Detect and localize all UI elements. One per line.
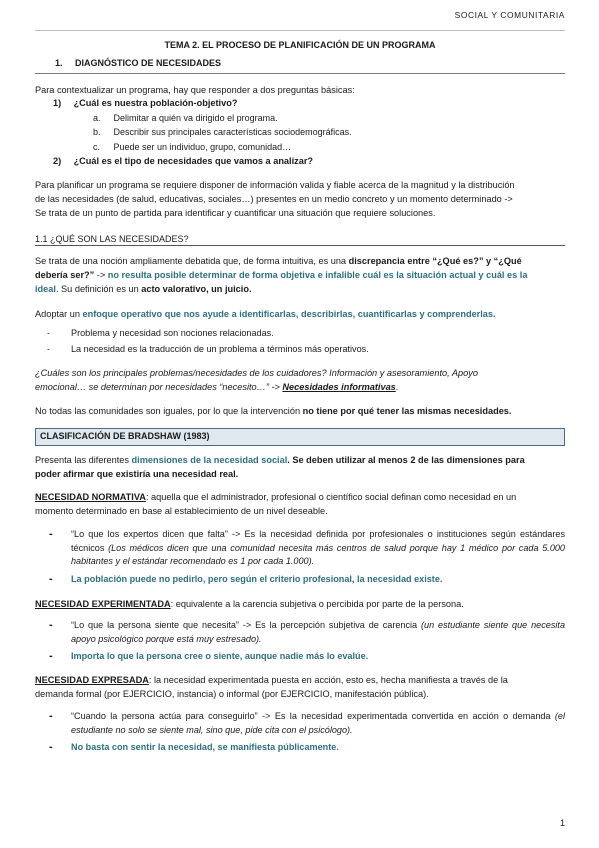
dimensions-line: poder afirmar que existiría una necesidad real.	[35, 469, 239, 479]
subitem-text: Delimitar a quién va dirigido el programa.	[113, 113, 278, 123]
highlight-text: no resulta posible determinar de forma objetiva e infalible cuál es la situación actual y cuál es la	[107, 270, 528, 280]
subitem-letter: a.	[93, 113, 101, 123]
bullet-text-part: “Lo que los expertos dicen que falta” -> Es la necesidad definida por profesionales o instituciones según	[71, 529, 516, 539]
arrow-text: ->	[94, 270, 108, 280]
dash-marker: -	[49, 650, 53, 662]
definition-text: . Su definición es un	[55, 284, 142, 294]
normative-bullet-2	[49, 573, 565, 587]
subitem-letter: b.	[93, 127, 101, 137]
question-number: 1)	[53, 98, 62, 108]
bradshaw-heading	[35, 428, 565, 446]
list-item	[47, 344, 565, 354]
expressed-line	[35, 673, 565, 687]
should-be-text: debería ser?”	[35, 270, 95, 280]
question-text: ¿Cuál es nuestra población-objetivo?	[73, 98, 238, 108]
running-header: SOCIAL Y COMUNITARIA	[454, 10, 565, 20]
adopt-paragraph	[35, 307, 565, 321]
subitem-text: Puede ser un individuo, grupo, comunidad…	[113, 142, 292, 152]
caregivers-line: ¿Cuáles son los principales problemas/necesidades de los cuidadores? Información y asesoramiento, Apoyo	[35, 368, 478, 378]
adopt-text: Adoptar un	[35, 309, 83, 319]
definition-line	[35, 282, 565, 296]
example-text: (Los médicos dicen que una comunidad necesita más centros de salud porque hay 1 médico	[108, 542, 499, 553]
bullet-text	[71, 619, 565, 646]
question-2	[53, 156, 565, 166]
dash-marker: -	[49, 528, 53, 540]
example-text: (un estudiante siente que	[420, 620, 528, 630]
bullet-text: La población puede no pedirlo, pero según el criterio profesional, la necesidad existe.	[71, 574, 443, 584]
period-text: .	[395, 382, 399, 392]
planning-line: Para planificar un programa se requiere disponer de información valida y fiable acerca de la magnitud y la distribución	[35, 180, 515, 190]
document-page	[35, 0, 565, 848]
dimensions-paragraph	[35, 453, 565, 481]
question-number: 2)	[53, 156, 62, 166]
subitem-text: Describir sus principales características sociodemográficas.	[113, 127, 352, 137]
bullet-text-part: estándares técnicos	[71, 529, 565, 553]
document-title: TEMA 2. EL PROCESO DE PLANIFICACIÓN DE UN PROGRAMA	[164, 40, 436, 50]
caregivers-line	[35, 380, 565, 394]
dash-marker: -	[49, 619, 53, 631]
caregivers-text: emocional… se determinan por necesidades “necesito…” ->	[35, 382, 283, 392]
expressed-bullet-1	[49, 710, 565, 740]
definition-line	[35, 268, 565, 282]
experienced-need-label: NECESIDAD EXPERIMENTADA	[35, 599, 171, 609]
bullet-text-part: “Cuando la persona actúa para conseguirlo” -> Es la necesidad experimentada convertida en acción o demanda	[71, 711, 551, 721]
dash-marker: -	[47, 328, 51, 338]
communities-bold-text: no tiene por qué tener las mismas necesidades.	[302, 406, 512, 416]
section-1-heading	[55, 58, 565, 68]
bullet-text-part: “Lo que la persona siente que necesita” -> Es la percepción subjetiva de carencia	[71, 620, 421, 630]
judgement-text: acto valorativo, un juicio.	[141, 284, 252, 294]
page-number: 1	[559, 818, 565, 828]
definition-paragraph	[35, 254, 565, 296]
header-rule	[35, 30, 565, 31]
definition-text: Se trata de una noción ampliamente debatida que, de forma intuitiva, es una	[35, 256, 349, 266]
example-text: por cada 5.000 habitantes y el estándar recomendado es 1 por cada 1.000).	[71, 542, 565, 566]
bullet-text: No basta con sentir la necesidad, se manifiesta públicamente.	[71, 742, 339, 752]
informative-needs-text: Necesidades informativas	[282, 382, 396, 392]
discrepancy-text: discrepancia entre “¿Qué es?” y “¿Qué	[348, 256, 522, 266]
planning-line: Se trata de un punto de partida para identificar y cuantificar una situación que requiere soluciones.	[35, 208, 436, 218]
subitem-c	[93, 142, 565, 152]
normative-need-paragraph	[35, 490, 565, 518]
normative-text: : aquella que el administrador, profesional o científico social definan como necesidad en un	[145, 492, 517, 502]
subitem-a	[93, 113, 565, 123]
dimensions-bold-text: . Se deben utilizar al menos 2 de las dimensiones para	[287, 455, 525, 465]
definition-line	[35, 254, 565, 268]
operative-approach-text: enfoque operativo que nos ayude a identificarlas, describirlas, cuantificarlas y comprenderlas.	[82, 309, 496, 319]
section-1-1-title: 1.1 ¿QUÉ SON LAS NECESIDADES?	[35, 234, 189, 244]
section-1-rule	[35, 73, 565, 74]
normative-line	[35, 490, 565, 504]
question-text: ¿Cuál es el tipo de necesidades que vamos a analizar?	[73, 156, 314, 166]
section-1-1-heading	[35, 229, 565, 246]
bradshaw-title: CLASIFICACIÓN DE BRADSHAW (1983)	[40, 431, 210, 441]
planning-paragraph	[35, 178, 565, 220]
caregivers-paragraph	[35, 366, 565, 394]
expressed-bullet-2	[49, 741, 565, 755]
section-1-number: 1.	[55, 58, 63, 68]
section-1-title: DIAGNÓSTICO DE NECESIDADES	[75, 58, 222, 68]
bullet-text	[71, 710, 565, 737]
list-item-text: Problema y necesidad son nociones relacionadas.	[71, 328, 274, 338]
subitem-letter: c.	[93, 142, 101, 152]
list-item-text: La necesidad es la traducción de un problema a términos más operativos.	[71, 344, 369, 354]
bullet-text: Importa lo que la persona cree o siente, aunque nadie más lo evalúe.	[71, 651, 369, 661]
list-item	[47, 328, 565, 338]
expressed-need-label: NECESIDAD EXPRESADA	[35, 675, 149, 685]
experienced-bullet-2	[49, 650, 565, 664]
dash-marker: -	[49, 573, 53, 585]
highlight-text: ideal	[35, 284, 56, 294]
experienced-bullet-1	[49, 619, 565, 649]
intro-paragraph: Para contextualizar un programa, hay que responder a dos preguntas básicas:	[35, 85, 355, 95]
planning-line: de las necesidades (de salud, educativas, sociales…) presentes en un medio concreto y un momento determinado ->	[35, 194, 513, 204]
dimensions-text: Presenta las diferentes	[35, 455, 132, 465]
dimensions-line	[35, 453, 565, 467]
communities-paragraph	[35, 404, 565, 418]
normative-line: momento determinado en base al establecimiento de un nivel deseable.	[35, 506, 328, 516]
subitem-b	[93, 127, 565, 137]
bullet-text	[71, 528, 565, 569]
example-text: (el estudiante no solo se siente mal, sino que, pide cita con el psicólogo).	[71, 711, 566, 735]
experienced-text: : equivalente a la carencia subjetiva o percibida por parte de la persona.	[170, 599, 464, 609]
expressed-text: : la necesidad experimentada puesta en acción, esto es, hecha manifiesta a través de la	[148, 675, 508, 685]
dash-marker: -	[49, 741, 53, 753]
question-1	[53, 98, 565, 108]
communities-text: No todas las comunidades son iguales, por lo que la intervención	[35, 406, 303, 416]
normative-bullet-1	[49, 528, 565, 572]
experienced-need-paragraph	[35, 597, 565, 611]
expressed-need-paragraph	[35, 673, 565, 701]
dimensions-highlight: dimensiones de la necesidad social	[131, 455, 288, 465]
dash-marker: -	[47, 344, 51, 354]
expressed-line: demanda formal (por EJERCICIO, instancia) o informal (por EJERCICIO, manifestación pública).	[35, 689, 429, 699]
dash-marker: -	[49, 710, 53, 722]
example-text: necesita apoyo psicológico porque está muy estresado).	[71, 620, 565, 644]
normative-need-label: NECESIDAD NORMATIVA	[35, 492, 146, 502]
